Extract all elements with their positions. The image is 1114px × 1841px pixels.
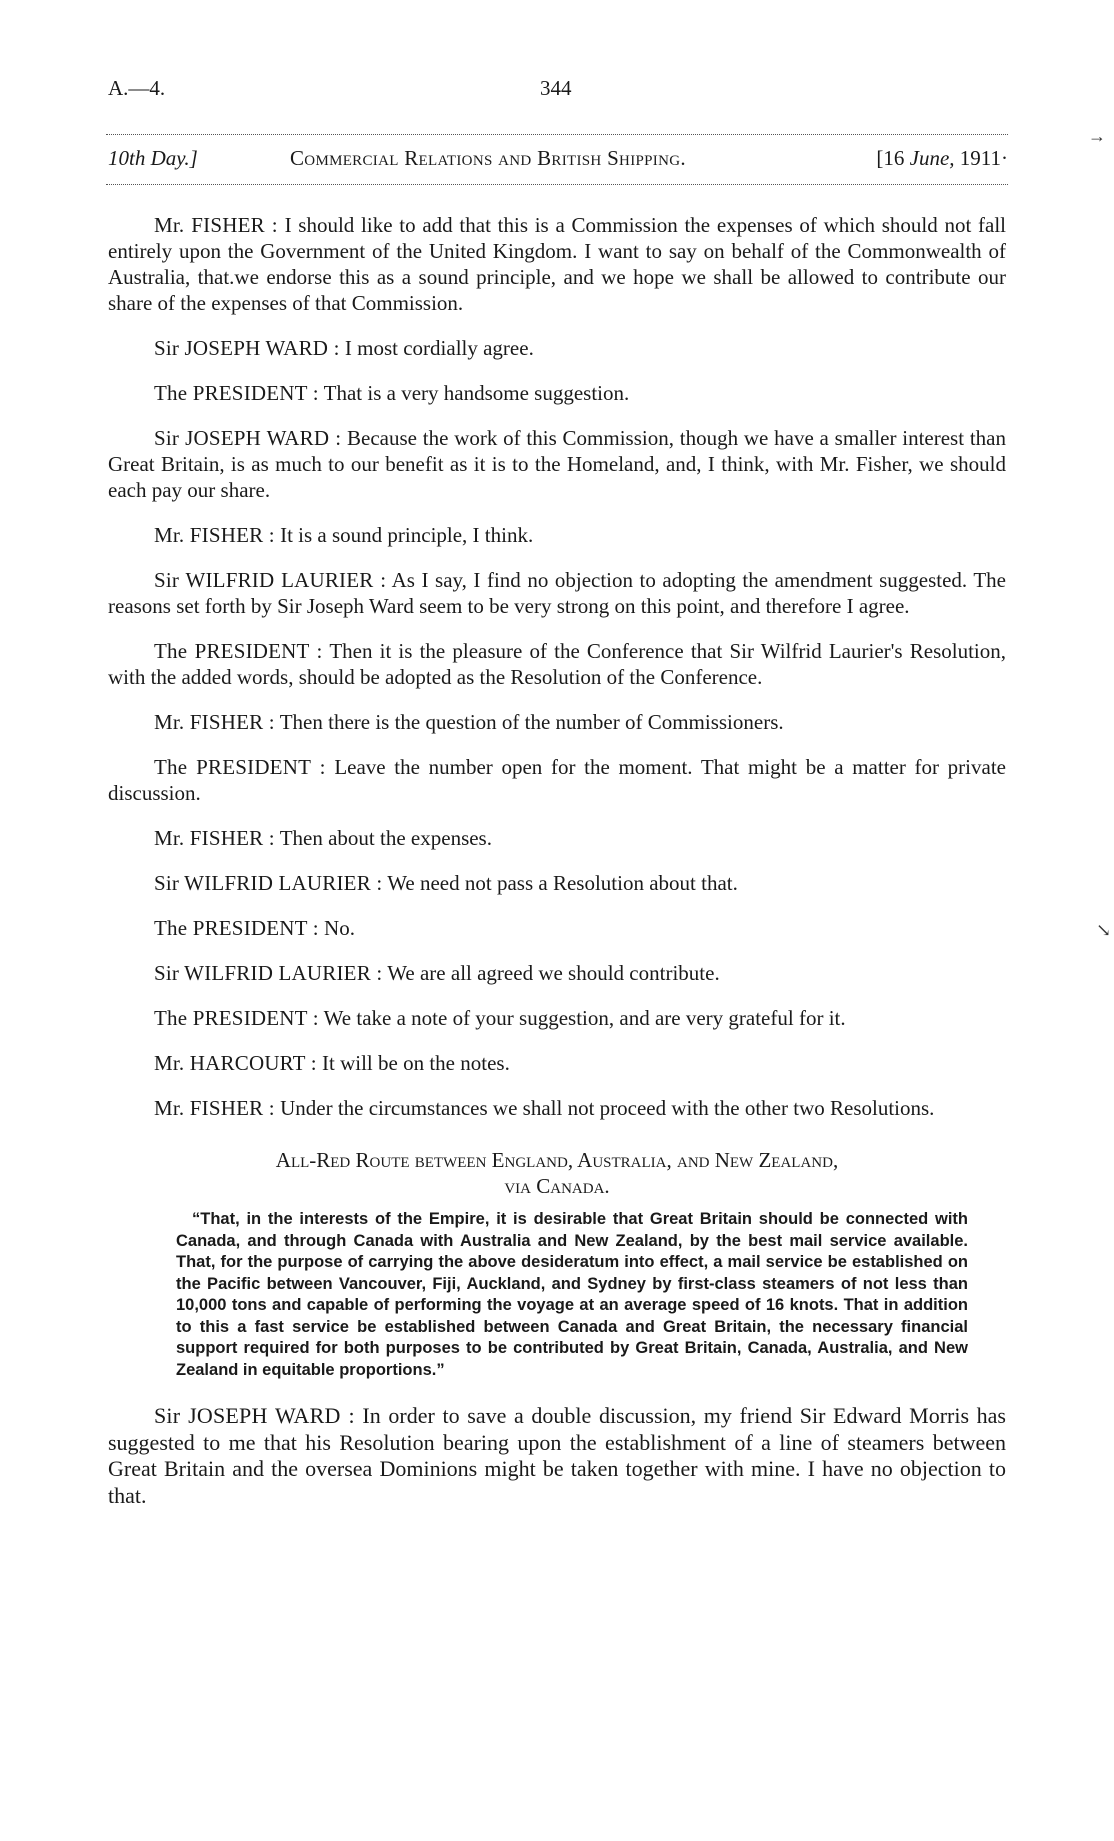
- speech-text: Under the circumstances we shall not proceed with the other two Resolutions.: [274, 1096, 935, 1120]
- document-reference: A.—4.: [108, 76, 166, 100]
- speech-paragraph: [108, 638, 1006, 690]
- header-divider: [106, 134, 1008, 135]
- document-body: [108, 212, 1006, 1528]
- speech-paragraph: [108, 425, 1006, 503]
- section-heading-line: All-Red Route between England, Australia, and New Zealand,: [275, 1148, 839, 1172]
- speech-text: We take a note of your suggestion, and are very grateful for it.: [318, 1006, 846, 1030]
- speaker-name: Sir JOSEPH WARD :: [154, 336, 340, 360]
- speaker-name: Mr. FISHER :: [154, 1096, 275, 1120]
- speech-text: I most cordially agree.: [339, 336, 534, 360]
- speech-paragraph: [108, 1050, 1006, 1076]
- speech-text: It will be on the notes.: [316, 1051, 510, 1075]
- speaker-name: Mr. FISHER :: [154, 523, 275, 547]
- speech-text: We are all agreed we should contribute.: [382, 961, 720, 985]
- speech-paragraph: [108, 1403, 1006, 1509]
- speech-paragraph: [108, 825, 1006, 851]
- speech-paragraph: [108, 522, 1006, 548]
- speaker-name: Mr. HARCOURT :: [154, 1051, 317, 1075]
- running-header-divider: [106, 184, 1008, 185]
- session-date: [16 June, 1911·: [876, 146, 1008, 170]
- speaker-name: Sir JOSEPH WARD :: [154, 1403, 355, 1428]
- speech-text: As I say, I find no objection to adopting the amendment suggested. The reasons set forth by Sir Joseph Ward seem to be very strong on this point, and therefore I agree.: [108, 568, 1006, 618]
- running-header: [108, 146, 1008, 176]
- speech-text: Then it is the pleasure of the Conference that Sir Wilfrid Laurier's Resolution, with the added words, should be adopted as the Resolution of the Conference.: [108, 639, 1006, 689]
- speech-paragraph: [108, 1095, 1006, 1121]
- speech-paragraph: [108, 1005, 1006, 1031]
- speech-text: In order to save a double discussion, my friend Sir Edward Morris has suggested to me that his Resolution bearing upon the establishment of a line of steamers between Great Britain and the oversea Dominions might be taken together with mine. I have no objection to that.: [108, 1403, 1006, 1508]
- speech-text: Leave the number open for the moment. That might be a matter for private discussion.: [108, 755, 1006, 805]
- speech-paragraph: [108, 380, 1006, 406]
- speaker-name: Sir WILFRID LAURIER :: [154, 871, 383, 895]
- speaker-name: The PRESIDENT :: [154, 1006, 319, 1030]
- section-heading-line: via Canada.: [504, 1174, 610, 1198]
- speech-text: Then there is the question of the number of Commissioners.: [274, 710, 784, 734]
- speech-text: Then about the expenses.: [274, 826, 492, 850]
- speaker-name: Mr. FISHER :: [154, 826, 275, 850]
- margin-mark: →: [1088, 126, 1106, 146]
- speech-paragraph: [108, 960, 1006, 986]
- speaker-name: The PRESIDENT :: [154, 381, 319, 405]
- speech-text: That is a very handsome suggestion.: [318, 381, 630, 405]
- speech-text: I should like to add that this is a Commission the expenses of which should not fall entirely upon the Government of the United Kingdom. I want to say on behalf of the Commonwealth of Australia, that.we endorse this as a sound principle, and we hope we shall be allowed to contribute our share of the expenses of that Commission.: [108, 213, 1007, 315]
- speaker-name: Sir JOSEPH WARD :: [154, 426, 342, 450]
- speech-text: No.: [318, 916, 355, 940]
- speech-paragraph: [108, 870, 1006, 896]
- session-day: 10th Day.]: [108, 146, 198, 170]
- speech-paragraph: [108, 335, 1006, 361]
- page-number: 344: [540, 76, 572, 100]
- speech-paragraph: [108, 754, 1006, 806]
- running-title: Commercial Relations and British Shipping.: [290, 146, 686, 170]
- speech-paragraph: [108, 212, 1006, 316]
- speech-paragraph: [108, 709, 1006, 735]
- speaker-name: The PRESIDENT :: [154, 639, 323, 663]
- speaker-name: Sir WILFRID LAURIER :: [154, 961, 383, 985]
- speaker-name: The PRESIDENT :: [154, 755, 326, 779]
- speech-text: It is a sound principle, I think.: [274, 523, 534, 547]
- speech-text: Because the work of this Commission, though we have a smaller interest than Great Britain, is as much to our benefit as it is to the Homeland, and, I think, with Mr. Fisher, we should each pay our share.: [108, 426, 1006, 502]
- margin-mark: ↘: [1096, 920, 1112, 940]
- speaker-name: Mr. FISHER :: [154, 710, 275, 734]
- speech-paragraph: [108, 567, 1006, 619]
- speaker-name: Mr. FISHER :: [154, 213, 278, 237]
- resolution-text: “That, in the interests of the Empire, it is desirable that Great Britain should be connected with Canada, and through Canada with Australia and New Zealand, by the best mail service available. That, for the purpose of carrying the above desideratum into effect, a mail service be established on the Pacific between Vancouver, Fiji, Auckland, and Sydney by first-class steamers of not less than 10,000 tons and capable of performing the voyage at an average speed of 16 knots. That in addition to this a fast service be established between Canada and Great Britain, the necessary financial support required for both purposes to be contributed by Great Britain, Canada, Australia, and New Zealand in equitable proportions.”: [176, 1210, 968, 1379]
- speaker-name: Sir WILFRID LAURIER :: [154, 568, 387, 592]
- speech-text: We need not pass a Resolution about that.: [382, 871, 738, 895]
- speaker-name: The PRESIDENT :: [154, 916, 319, 940]
- section-heading: [108, 1147, 1006, 1199]
- page-folio: [108, 76, 1006, 110]
- speech-paragraph: [108, 915, 1006, 941]
